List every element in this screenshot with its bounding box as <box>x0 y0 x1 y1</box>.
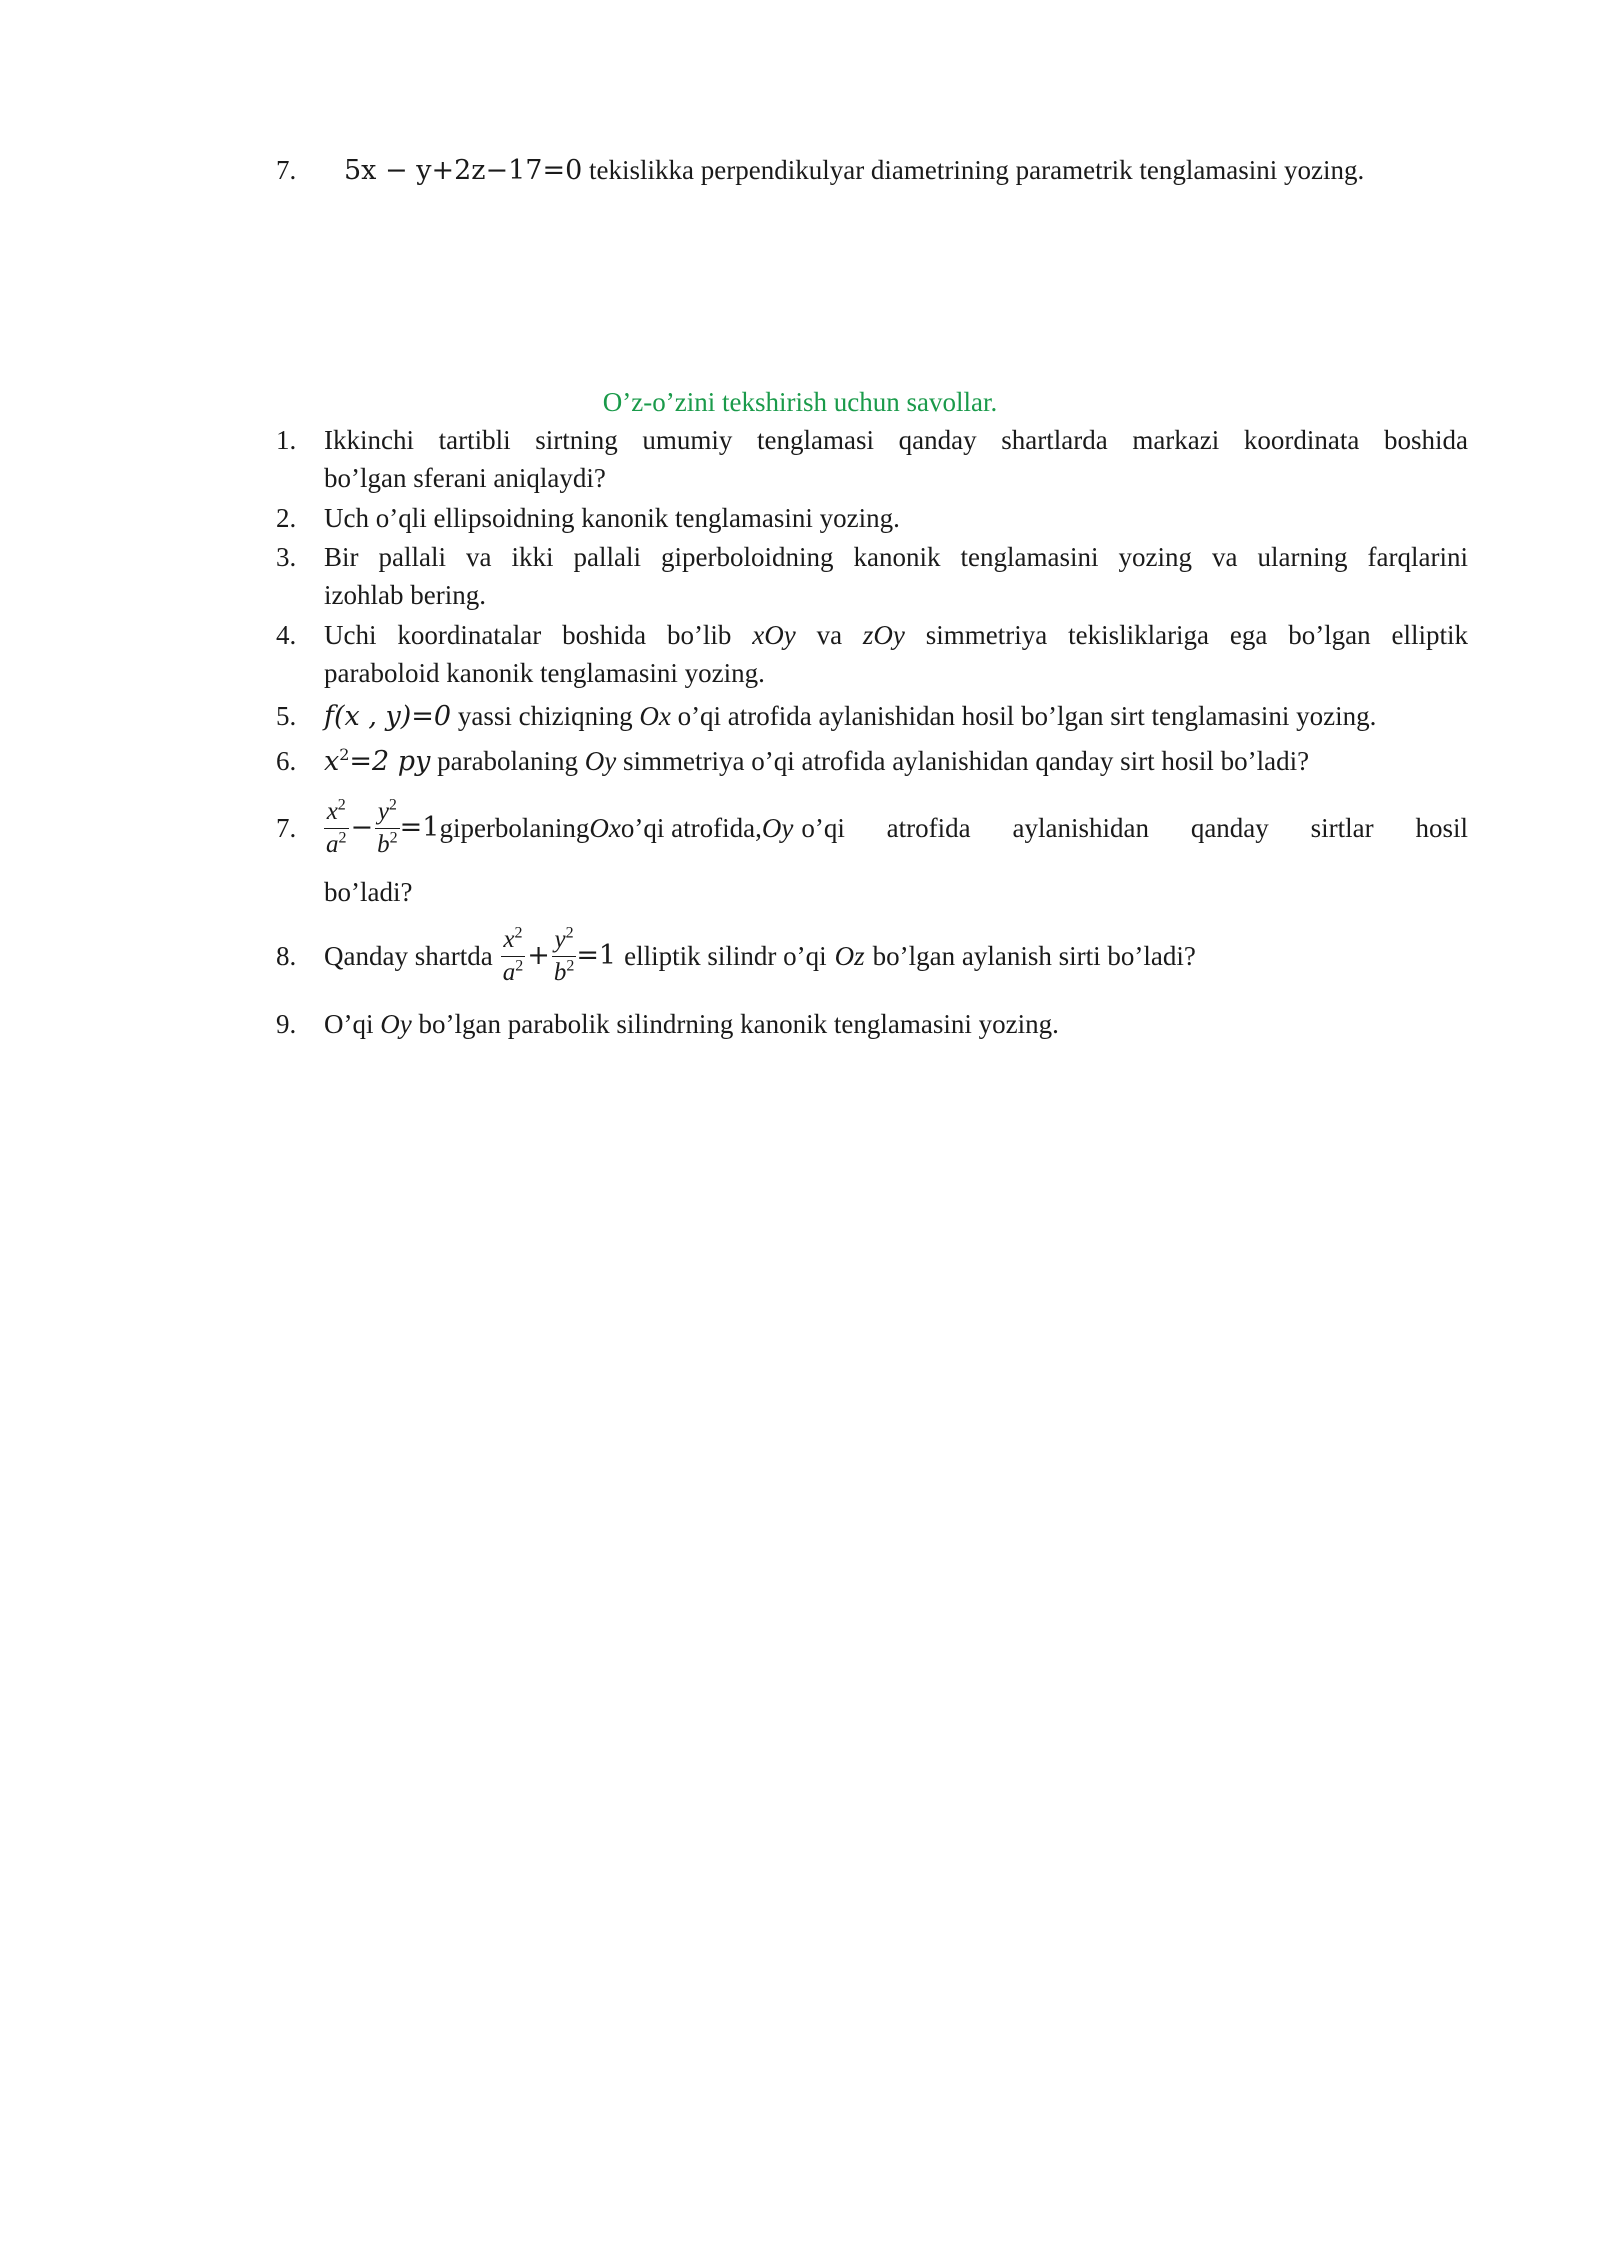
question-4-line-2: paraboloid kanonik tenglamasini yozing. <box>324 658 765 688</box>
top-item-equation: 5x − y+2z−17=0 <box>344 155 583 186</box>
q5-part-a: yassi chiziqning <box>457 701 633 731</box>
q7-frac-y-b: $\frac{y^2}{b^2}$ <box>377 796 398 858</box>
q9-axis-oy: Oy <box>380 1009 412 1039</box>
question-9-text: O’qi Oy bo’lgan parabolik silindrning kanonik tenglamasini yozing. <box>324 1009 1059 1039</box>
q4-part-e: simmetriya tekisliklariga ega bo’lgan elliptik <box>925 620 1468 650</box>
q6-axis-oy: Oy <box>584 746 617 776</box>
q8-frac-y-b: $\frac{y^2}{b^2}$ <box>553 924 575 986</box>
question-number-4: 4. <box>276 620 297 650</box>
question-5-text <box>324 698 1376 735</box>
q8-frac-x-a: $\frac{x^2}{a^2}$ <box>502 924 524 986</box>
question-number-6: 6. <box>276 746 297 776</box>
q7-formula: $\frac{x^2}{a^2}$ − $\frac{y^2}{b^2}$ =1 <box>324 796 439 861</box>
top-item-text <box>344 152 1364 189</box>
section-title: O’z-o’zini tekshirish uchun savollar. <box>602 387 998 417</box>
question-number-7: 7. <box>276 813 297 843</box>
q7-frac-x-a: $\frac{x^2}{a^2}$ <box>326 796 347 858</box>
q4-plane-zoy: zOy <box>862 620 905 650</box>
q4-part-a: Uchi koordinatalar boshida bo’lib <box>324 620 732 650</box>
question-8-text: Qanday shartda $\frac{x^2}{a^2}$ + $\frac{y^2}{b^2}$ =1 elliptik silindr o’qi Oz bo’lgan aylanish sirti bo’ladi? <box>324 912 1196 1000</box>
q6-formula: $x^2=2$ py <box>324 745 431 777</box>
question-number-2: 2. <box>276 503 297 533</box>
q5-formula: f(x , y)=0 <box>324 701 452 732</box>
question-6-text <box>324 743 1309 780</box>
question-number-9: 9. <box>276 1009 297 1039</box>
question-7-line-2: bo’ladi? <box>324 877 413 907</box>
top-item-number: 7. <box>276 155 297 185</box>
question-2-text: Uch o’qli ellipsoidning kanonik tenglamasini yozing. <box>324 503 900 533</box>
question-4-line-1 <box>324 617 1468 653</box>
q5-axis-ox: Ox <box>639 701 671 731</box>
question-3-line-1: Bir pallali va ikki pallali giperboloidning kanonik tenglamasini yozing va ularning farqlarini <box>324 542 1468 572</box>
question-number-1: 1. <box>276 425 297 455</box>
q8-formula: $\frac{x^2}{a^2}$ + $\frac{y^2}{b^2}$ =1 <box>501 924 616 989</box>
q5-part-c: o’qi atrofida aylanishidan hosil bo’lgan sirt tenglamasini yozing. <box>677 701 1377 731</box>
q6-part-c: simmetriya o’qi atrofida aylanishidan qanday sirt hosil bo’ladi? <box>623 746 1310 776</box>
question-number-5: 5. <box>276 701 297 731</box>
q4-part-c: va <box>816 620 843 650</box>
q6-part-a: parabolaning <box>437 746 579 776</box>
top-item-description: tekislikka perpendikulyar diametrining parametrik tenglamasini yozing. <box>589 155 1365 185</box>
question-1-line-2: bo’lgan sferani aniqlaydi? <box>324 463 606 493</box>
question-number-3: 3. <box>276 542 297 572</box>
question-3-line-2: izohlab bering. <box>324 580 486 610</box>
q4-plane-xoy: xOy <box>752 620 796 650</box>
question-number-8: 8. <box>276 941 297 971</box>
question-7-line-1: $\frac{x^2}{a^2}$ − $\frac{y^2}{b^2}$ =1 giperbolaning Oxo’qi atrofida, Oy o’qi atrofida aylanishidan qanday sirtlar hosil <box>324 784 1468 872</box>
question-1-line-1: Ikkinchi tartibli sirtning umumiy tenglamasi qanday shartlarda markazi koordinata boshida <box>324 425 1468 455</box>
